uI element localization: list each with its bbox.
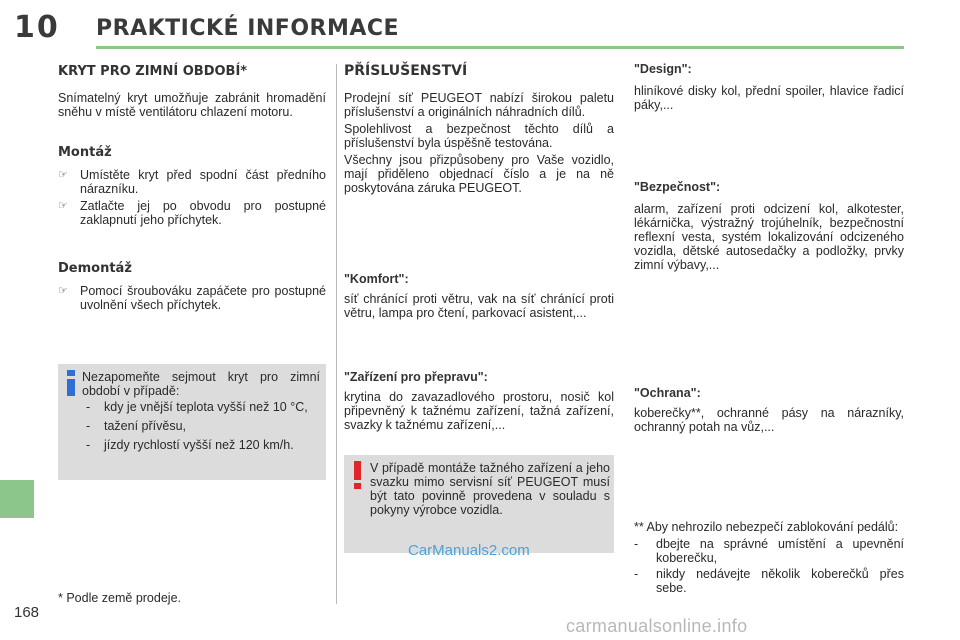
safety-block (634, 180, 904, 272)
header-rule (96, 46, 904, 49)
chapter-side-tab (0, 480, 34, 518)
accessories-paragraph: Všechny jsou přizpůsobeny pro Vaše vozidlo, mají přiděleno objednací číslo a je na ně poskytována záruka PEUGEOT. (344, 153, 614, 195)
footnote-country: * Podle země prodeje. (58, 591, 181, 605)
info-box-list (82, 400, 320, 452)
design-block (634, 62, 904, 112)
warning-text: V případě montáže tažného zařízení a jeho svazku mimo servisní síť PEUGEOT musí být tato povinně provedena v souladu s pokyny výrobce vozidla. (370, 461, 610, 517)
warning-box (344, 455, 614, 553)
demontaz-title: Demontáž (58, 261, 132, 276)
list-item: ☞ Zatlačte jej po obvodu pro postupné zaklapnutí jeho příchytek. (58, 199, 326, 227)
pointing-hand-icon: ☞ (58, 169, 68, 181)
left-column (58, 60, 326, 315)
safety-text: alarm, zařízení proti odcizení kol, alkotester, lékárnička, výstražný trojúhelník, bezpečnostní reflexní vesta, systém lokalizování odcizeného vozidla, dětské autosedačky a podložky, prvky zimní výbavy,... (634, 202, 904, 272)
chapter-number: 10 (14, 10, 60, 45)
komfort-title: "Komfort": (344, 272, 409, 286)
montaz-list (58, 168, 326, 227)
list-item: - kdy je vnější teplota vyšší než 10 °C, (86, 400, 308, 414)
protection-text: koberečky**, ochranné pásy na nárazníky, ochranný potah na vůz,... (634, 406, 904, 434)
montaz-title: Montáž (58, 145, 112, 160)
safety-title: "Bezpečnost": (634, 180, 721, 194)
list-item: ☞ Umístěte kryt před spodní část předního nárazníku. (58, 168, 326, 196)
info-box-intro: Nezapomeňte sejmout kryt pro zimní období v případě: (82, 370, 320, 398)
pedal-footnote-list (634, 537, 904, 595)
info-icon (64, 370, 78, 396)
column-separator (336, 64, 337, 604)
list-item: - tažení přívěsu, (86, 419, 186, 433)
watermark-carmanualsonline[interactable]: carmanualsonline.info (566, 616, 748, 636)
section-title-winter-cover: KRYT PRO ZIMNÍ OBDOBÍ* (58, 64, 248, 79)
transport-block (344, 370, 614, 432)
protection-block (634, 386, 904, 434)
list-item: - jízdy rychlostí vyšší než 120 km/h. (86, 438, 294, 452)
list-item: ☞ Pomocí šroubováku zapáčete pro postupné uvolnění všech příchytek. (58, 284, 326, 312)
winter-cover-intro: Snímatelný kryt umožňuje zabránit hromadění sněhu v místě ventilátoru chlazení motoru. (58, 91, 326, 119)
komfort-text: síť chránící proti větru, vak na síť chránící proti větru, lampa pro čtení, parkovací asistent,... (344, 292, 614, 320)
design-title: "Design": (634, 62, 692, 76)
section-title-accessories: PŘÍSLUŠENSTVÍ (344, 63, 468, 79)
komfort-block (344, 272, 614, 320)
design-text: hliníkové disky kol, přední spoiler, hlavice řadicí páky,... (634, 84, 904, 112)
pedal-footnote (634, 520, 904, 600)
chapter-title: PRAKTICKÉ INFORMACE (96, 16, 400, 41)
list-item: - nikdy nedávejte několik koberečků přes sebe. (634, 567, 904, 595)
watermark-carmanuals[interactable]: CarManuals2.com (408, 542, 530, 559)
middle-column (344, 60, 614, 195)
accessories-paragraph: Spolehlivost a bezpečnost těchto dílů a příslušenství byla úspěšně testována. (344, 122, 614, 150)
demontaz-list (58, 284, 326, 312)
pedal-footnote-intro: ** Aby nehrozilo nebezpečí zablokování pedálů: (634, 520, 899, 534)
pointing-hand-icon: ☞ (58, 200, 68, 212)
list-item: - dbejte na správné umístění a upevnění koberečku, (634, 537, 904, 565)
warning-icon (352, 461, 364, 489)
transport-title: "Zařízení pro přepravu": (344, 370, 488, 384)
pointing-hand-icon: ☞ (58, 285, 68, 297)
page-number: 168 (14, 604, 40, 621)
accessories-paragraph: Prodejní síť PEUGEOT nabízí širokou paletu příslušenství a originálních náhradních dílů. (344, 91, 614, 119)
transport-text: krytina do zavazadlového prostoru, nosič kol připevněný k tažnému zařízení, tažná zařízení, svazky k tažnému zařízení,... (344, 390, 614, 432)
protection-title: "Ochrana": (634, 386, 701, 400)
info-box (58, 364, 326, 480)
